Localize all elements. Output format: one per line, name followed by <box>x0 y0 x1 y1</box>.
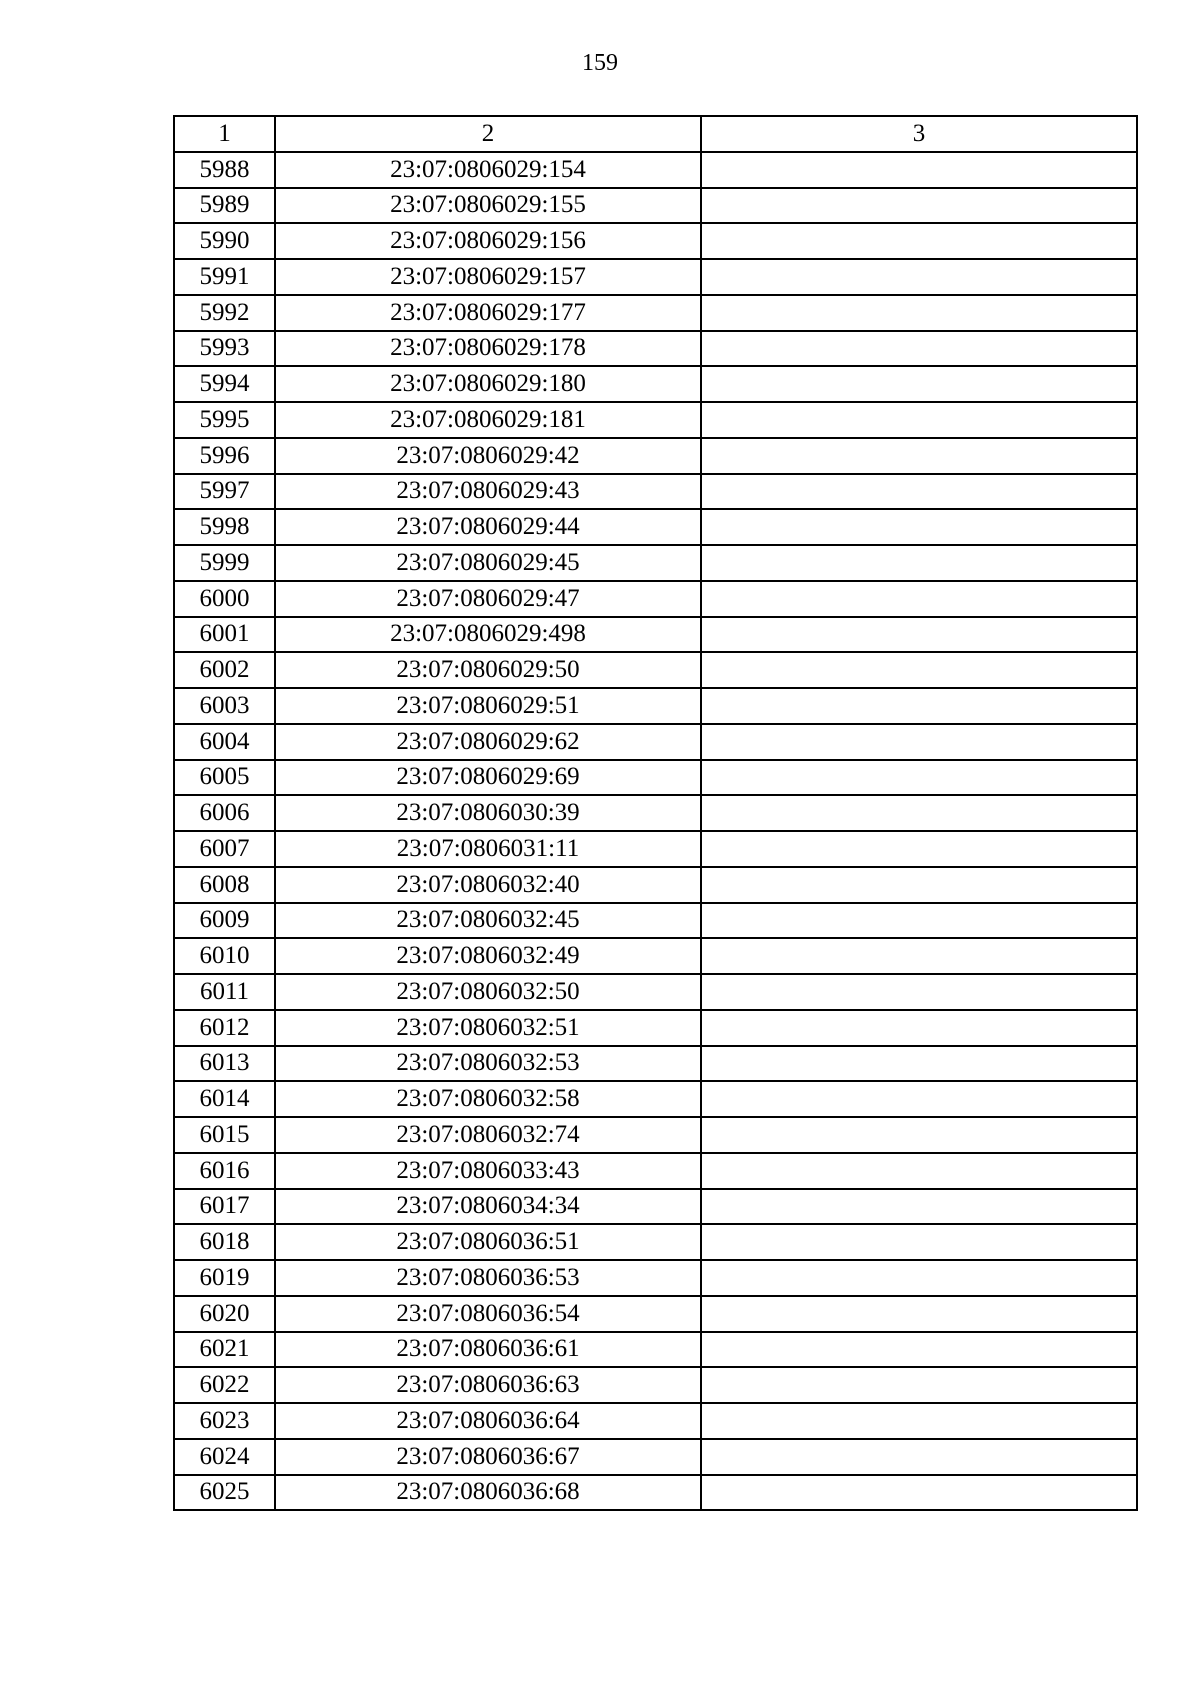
table-row <box>174 1475 1137 1511</box>
table-row <box>174 188 1137 224</box>
cell-cadastral-number: 23:07:0806032:53 <box>275 1046 701 1082</box>
cell-number: 6006 <box>174 795 275 831</box>
table-row <box>174 438 1137 474</box>
table-row <box>174 1260 1137 1296</box>
cell-number: 5997 <box>174 474 275 510</box>
cell-number: 5989 <box>174 188 275 224</box>
cell-cadastral-number: 23:07:0806036:51 <box>275 1224 701 1260</box>
cell-cadastral-number: 23:07:0806029:50 <box>275 652 701 688</box>
cell-note <box>701 1224 1137 1260</box>
cell-note <box>701 474 1137 510</box>
cell-note <box>701 509 1137 545</box>
cell-note <box>701 295 1137 331</box>
cell-number: 6013 <box>174 1046 275 1082</box>
cell-number: 6023 <box>174 1403 275 1439</box>
table-header <box>174 116 1137 152</box>
cell-number: 6014 <box>174 1081 275 1117</box>
cell-cadastral-number: 23:07:0806032:49 <box>275 938 701 974</box>
column-header-cadastral: 2 <box>275 116 701 152</box>
cell-number: 6011 <box>174 974 275 1010</box>
cell-cadastral-number: 23:07:0806036:67 <box>275 1439 701 1475</box>
cell-number: 5990 <box>174 223 275 259</box>
cell-number: 5995 <box>174 402 275 438</box>
cell-cadastral-number: 23:07:0806029:177 <box>275 295 701 331</box>
cell-number: 6007 <box>174 831 275 867</box>
cell-cadastral-number: 23:07:0806029:154 <box>275 152 701 188</box>
table-header-row <box>174 116 1137 152</box>
cell-note <box>701 438 1137 474</box>
table-row <box>174 1332 1137 1368</box>
cell-note <box>701 1296 1137 1332</box>
table-row <box>174 509 1137 545</box>
table-row <box>174 1224 1137 1260</box>
cell-number: 6021 <box>174 1332 275 1368</box>
cell-cadastral-number: 23:07:0806029:498 <box>275 617 701 653</box>
table-row <box>174 652 1137 688</box>
table-row <box>174 938 1137 974</box>
cell-cadastral-number: 23:07:0806036:53 <box>275 1260 701 1296</box>
table-row <box>174 1010 1137 1046</box>
cell-note <box>701 688 1137 724</box>
cell-note <box>701 903 1137 939</box>
cell-note <box>701 867 1137 903</box>
cell-note <box>701 223 1137 259</box>
cell-cadastral-number: 23:07:0806036:68 <box>275 1475 701 1511</box>
cell-number: 6024 <box>174 1439 275 1475</box>
cell-number: 5999 <box>174 545 275 581</box>
cell-cadastral-number: 23:07:0806029:178 <box>275 331 701 367</box>
cell-number: 5992 <box>174 295 275 331</box>
cell-note <box>701 938 1137 974</box>
cell-number: 6001 <box>174 617 275 653</box>
cell-number: 6005 <box>174 760 275 796</box>
table-row <box>174 474 1137 510</box>
cell-cadastral-number: 23:07:0806029:156 <box>275 223 701 259</box>
cell-number: 5994 <box>174 366 275 402</box>
cell-cadastral-number: 23:07:0806029:43 <box>275 474 701 510</box>
cell-number: 5998 <box>174 509 275 545</box>
cell-note <box>701 402 1137 438</box>
cell-number: 6017 <box>174 1189 275 1225</box>
cell-cadastral-number: 23:07:0806032:50 <box>275 974 701 1010</box>
table-row <box>174 545 1137 581</box>
table-row <box>174 724 1137 760</box>
table-row <box>174 1439 1137 1475</box>
cell-cadastral-number: 23:07:0806036:54 <box>275 1296 701 1332</box>
cell-number: 6008 <box>174 867 275 903</box>
table-row <box>174 760 1137 796</box>
table-row <box>174 1081 1137 1117</box>
cell-note <box>701 1046 1137 1082</box>
cell-note <box>701 331 1137 367</box>
cell-note <box>701 1332 1137 1368</box>
cell-cadastral-number: 23:07:0806029:157 <box>275 259 701 295</box>
table-row <box>174 974 1137 1010</box>
cell-number: 5991 <box>174 259 275 295</box>
cell-number: 6020 <box>174 1296 275 1332</box>
cell-note <box>701 259 1137 295</box>
cell-note <box>701 1153 1137 1189</box>
cell-number: 6012 <box>174 1010 275 1046</box>
cell-note <box>701 1439 1137 1475</box>
cell-cadastral-number: 23:07:0806031:11 <box>275 831 701 867</box>
table-row <box>174 295 1137 331</box>
cell-note <box>701 974 1137 1010</box>
cell-note <box>701 1260 1137 1296</box>
table-row <box>174 1296 1137 1332</box>
table-row <box>174 152 1137 188</box>
cell-cadastral-number: 23:07:0806034:34 <box>275 1189 701 1225</box>
table-row <box>174 1046 1137 1082</box>
cell-number: 5988 <box>174 152 275 188</box>
cell-number: 6019 <box>174 1260 275 1296</box>
cell-number: 6018 <box>174 1224 275 1260</box>
cell-cadastral-number: 23:07:0806032:51 <box>275 1010 701 1046</box>
table-row <box>174 581 1137 617</box>
cell-note <box>701 1189 1137 1225</box>
cell-note <box>701 760 1137 796</box>
cell-note <box>701 1117 1137 1153</box>
cell-cadastral-number: 23:07:0806032:74 <box>275 1117 701 1153</box>
cell-number: 6000 <box>174 581 275 617</box>
cell-cadastral-number: 23:07:0806029:45 <box>275 545 701 581</box>
cell-note <box>701 1403 1137 1439</box>
table-row <box>174 688 1137 724</box>
table-row <box>174 795 1137 831</box>
cell-cadastral-number: 23:07:0806029:155 <box>275 188 701 224</box>
table-row <box>174 223 1137 259</box>
cell-number: 6016 <box>174 1153 275 1189</box>
cell-note <box>701 188 1137 224</box>
table-row <box>174 1367 1137 1403</box>
cell-cadastral-number: 23:07:0806030:39 <box>275 795 701 831</box>
cell-note <box>701 1081 1137 1117</box>
cell-note <box>701 152 1137 188</box>
cell-note <box>701 1010 1137 1046</box>
table-row <box>174 617 1137 653</box>
column-header-number: 1 <box>174 116 275 152</box>
cell-number: 6004 <box>174 724 275 760</box>
table-row <box>174 259 1137 295</box>
cell-cadastral-number: 23:07:0806036:61 <box>275 1332 701 1368</box>
cell-note <box>701 545 1137 581</box>
cell-note <box>701 617 1137 653</box>
table-row <box>174 867 1137 903</box>
cell-number: 6003 <box>174 688 275 724</box>
cell-cadastral-number: 23:07:0806032:40 <box>275 867 701 903</box>
cell-number: 6010 <box>174 938 275 974</box>
page-number: 159 <box>582 50 618 76</box>
table-row <box>174 903 1137 939</box>
cell-note <box>701 831 1137 867</box>
cell-cadastral-number: 23:07:0806029:47 <box>275 581 701 617</box>
table-row <box>174 1189 1137 1225</box>
table-body <box>174 152 1137 1511</box>
cell-note <box>701 366 1137 402</box>
table-row <box>174 1153 1137 1189</box>
cell-note <box>701 1367 1137 1403</box>
table-row <box>174 402 1137 438</box>
cell-note <box>701 795 1137 831</box>
column-header-note: 3 <box>701 116 1137 152</box>
cell-cadastral-number: 23:07:0806029:180 <box>275 366 701 402</box>
table-row <box>174 831 1137 867</box>
cell-cadastral-number: 23:07:0806029:51 <box>275 688 701 724</box>
cell-number: 5996 <box>174 438 275 474</box>
cell-number: 6025 <box>174 1475 275 1511</box>
cell-cadastral-number: 23:07:0806029:181 <box>275 402 701 438</box>
cell-number: 6015 <box>174 1117 275 1153</box>
cell-number: 6002 <box>174 652 275 688</box>
cell-cadastral-number: 23:07:0806032:58 <box>275 1081 701 1117</box>
cell-number: 6022 <box>174 1367 275 1403</box>
table-row <box>174 1403 1137 1439</box>
cell-cadastral-number: 23:07:0806029:42 <box>275 438 701 474</box>
cell-note <box>701 581 1137 617</box>
cell-note <box>701 724 1137 760</box>
cadastral-table <box>173 115 1138 1511</box>
cell-number: 6009 <box>174 903 275 939</box>
cell-cadastral-number: 23:07:0806029:62 <box>275 724 701 760</box>
table-row <box>174 1117 1137 1153</box>
cell-note <box>701 1475 1137 1511</box>
table-row <box>174 366 1137 402</box>
cell-cadastral-number: 23:07:0806036:64 <box>275 1403 701 1439</box>
cell-cadastral-number: 23:07:0806033:43 <box>275 1153 701 1189</box>
cell-note <box>701 652 1137 688</box>
table-row <box>174 331 1137 367</box>
cell-cadastral-number: 23:07:0806036:63 <box>275 1367 701 1403</box>
cell-cadastral-number: 23:07:0806029:69 <box>275 760 701 796</box>
cell-number: 5993 <box>174 331 275 367</box>
cell-cadastral-number: 23:07:0806032:45 <box>275 903 701 939</box>
cell-cadastral-number: 23:07:0806029:44 <box>275 509 701 545</box>
